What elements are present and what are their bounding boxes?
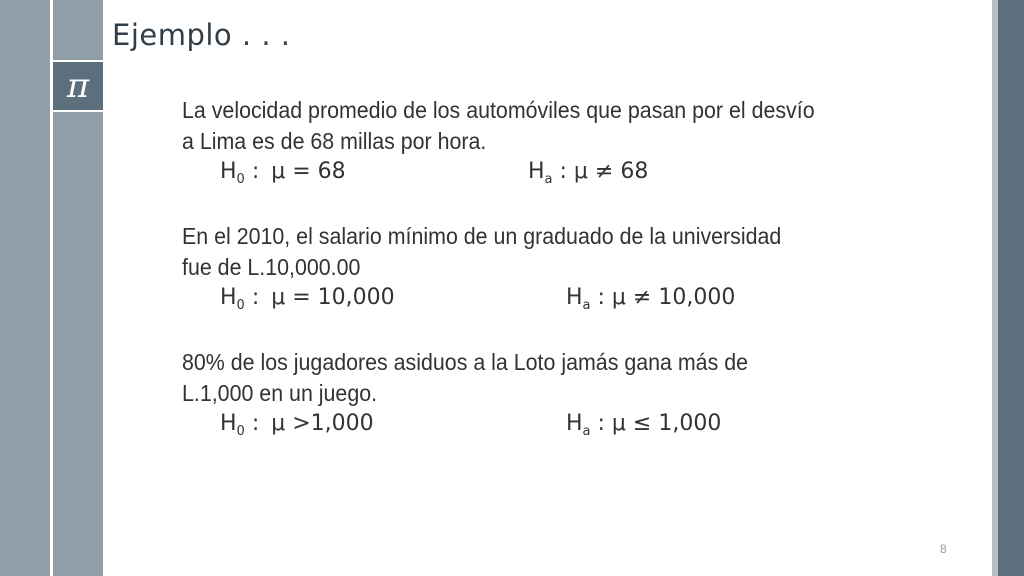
pi-logo-box [53,60,103,112]
example-block [182,95,942,193]
pi-icon: π [66,66,90,106]
example-text-line: fue de L.10,000.00 [182,254,361,280]
example-text-line: 80% de los jugadores asiduos a la Loto jamás gana más de [182,349,749,375]
example-block [182,221,942,319]
null-hypothesis: $H_0$ : μ >1,000 [220,411,374,439]
hypothesis-row [182,409,942,445]
alternative-hypothesis: $H_a$ : μ ≤ 1,000 [566,411,722,439]
null-hypothesis: $H_0$ : μ = 10,000 [220,285,395,313]
example-text-line: En el 2010, el salario mínimo de un graduado de la universidad [182,223,782,249]
left-decorative-band [0,0,50,576]
example-text-line: a Lima es de 68 millas por hora. [182,128,487,154]
hypothesis-row [182,283,942,319]
page-number: 8 [940,542,947,556]
alternative-hypothesis: $H_a$ : μ ≠ 68 [528,159,649,187]
slide-content [182,95,942,473]
example-text-line: L.1,000 en un juego. [182,380,378,406]
right-decorative-band [998,0,1024,576]
slide-title: Ejemplo . . . [112,18,291,52]
example-text-line: La velocidad promedio de los automóviles que pasan por el desvío [182,97,815,123]
hypothesis-row [182,157,942,193]
example-block [182,347,942,445]
alternative-hypothesis: $H_a$ : μ ≠ 10,000 [566,285,736,313]
null-hypothesis: $H_0$ : μ = 68 [220,159,346,187]
